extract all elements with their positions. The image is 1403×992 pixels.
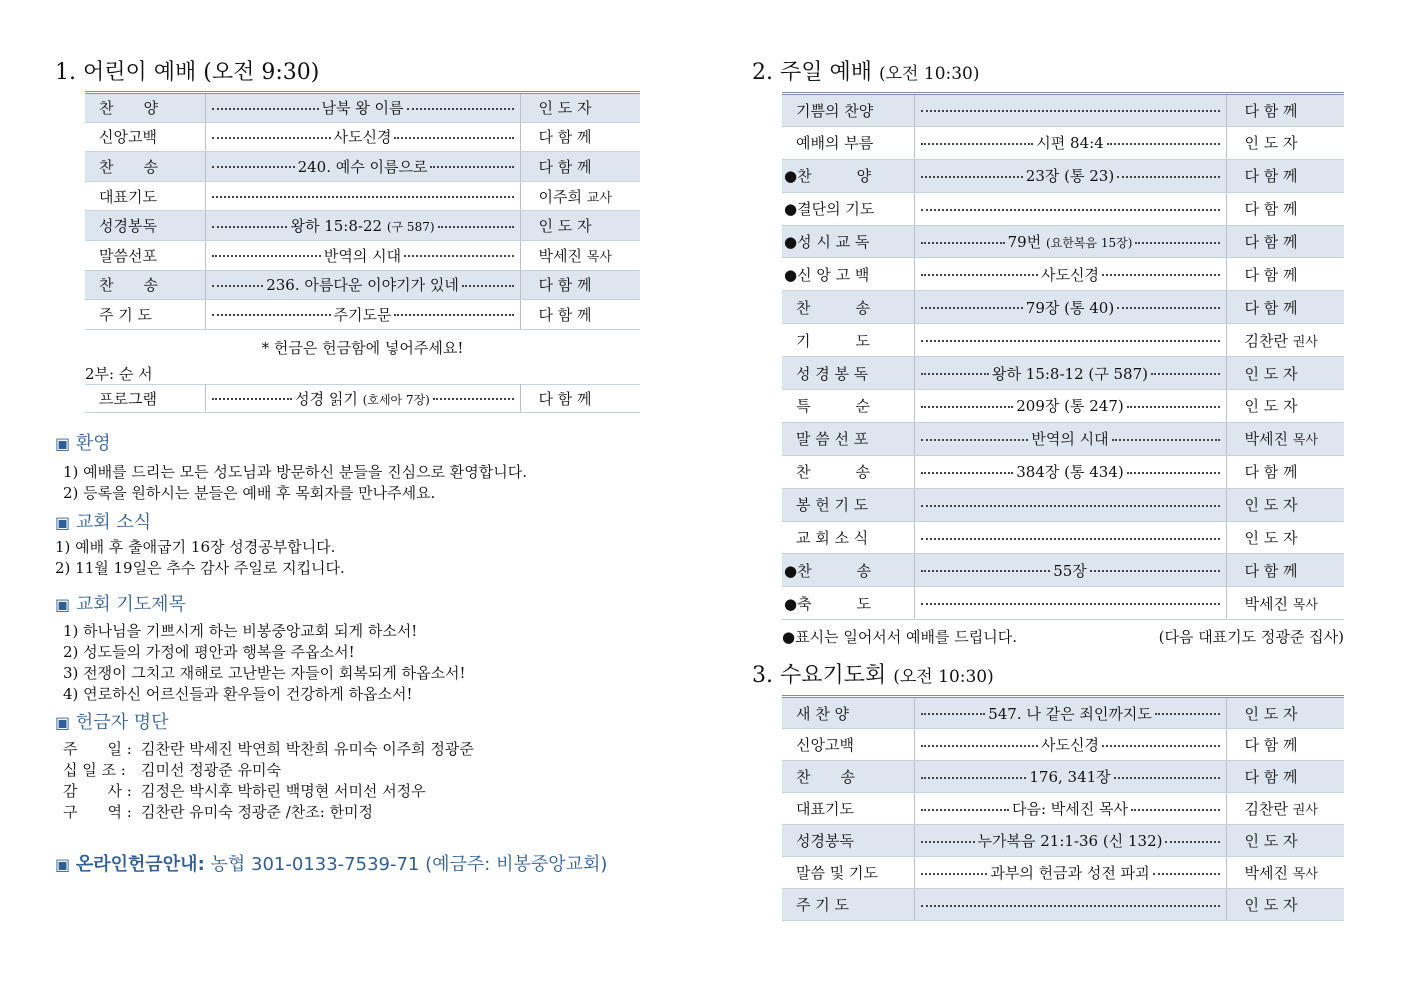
order-row	[782, 587, 1344, 620]
leader-role: 목사	[1292, 867, 1318, 883]
dot-leader	[212, 137, 331, 139]
order-item-text: 176, 341장	[1029, 768, 1111, 787]
standing-note: ●표시는 일어서서 예배를 드립니다.	[782, 628, 1018, 647]
left-column	[55, 58, 645, 877]
dot-leader	[1153, 873, 1220, 875]
order-item-content	[914, 291, 1226, 324]
order-row	[782, 455, 1344, 488]
order-item-leader: 다 함 께	[520, 122, 640, 152]
order-item-text: 성경 읽기	[295, 389, 358, 408]
square-bullet-icon: ▣	[55, 854, 71, 874]
order-item-content	[914, 488, 1226, 521]
order-item-leader: 인 도 자	[1226, 357, 1344, 390]
order-item-text: 240. 예수 이름으로	[297, 157, 428, 176]
part2-table	[85, 384, 640, 413]
order-item-name: 특 순	[782, 390, 914, 423]
order-item-leader: 인 도 자	[1226, 697, 1344, 729]
order-item-name: 대표기도	[782, 793, 914, 825]
order-item-content	[914, 390, 1226, 423]
order-item-leader: 다 함 께	[520, 384, 640, 412]
order-item-text: 반역의 시대	[1031, 430, 1109, 449]
dot-leader	[921, 472, 1014, 474]
news-section	[55, 511, 645, 579]
leader-role: 교사	[586, 190, 612, 206]
order-item-leader: 김찬란 권사	[1226, 324, 1344, 357]
order-item-content	[205, 181, 520, 211]
order-item-name: 주 기 도	[85, 300, 205, 330]
order-item-leader: 박세진 목사	[1226, 587, 1344, 620]
order-item-leader: 인 도 자	[1226, 488, 1344, 521]
dot-leader	[1155, 713, 1220, 715]
order-item-name: 말씀 및 기도	[782, 857, 914, 889]
order-row	[782, 357, 1344, 390]
order-item-content	[914, 697, 1226, 729]
order-item-leader: 인 도 자	[520, 211, 640, 241]
order-item-note: (구 587)	[386, 220, 435, 235]
order-item-name: 성 경 봉 독	[782, 357, 914, 390]
dot-leader	[433, 398, 514, 400]
order-item-leader: 다 함 께	[520, 270, 640, 300]
dot-leader	[404, 255, 513, 257]
order-item-leader: 인 도 자	[1226, 521, 1344, 554]
order-item-leader: 인 도 자	[520, 93, 640, 123]
order-item-leader: 이주희 교사	[520, 181, 640, 211]
order-row	[782, 159, 1344, 192]
dot-leader	[921, 373, 990, 375]
list-item: 1) 예배 후 출애굽기 16장 성경공부합니다.	[55, 537, 336, 556]
order-item-content	[914, 793, 1226, 825]
order-item-name: 찬 송	[85, 152, 205, 182]
order-item-name: 말씀선포	[85, 240, 205, 270]
order-item-note: (호세아 7장)	[362, 392, 430, 407]
order-row	[85, 181, 640, 211]
order-item-content	[914, 889, 1226, 921]
order-row	[782, 697, 1344, 729]
donor-category: 십 일 조 :	[63, 760, 126, 779]
leader-role: 목사	[1292, 597, 1318, 613]
dot-leader	[921, 713, 986, 715]
order-item-leader: 다 함 께	[1226, 225, 1344, 258]
part2-label: 2부: 순 서	[85, 364, 153, 383]
order-item-content	[914, 825, 1226, 857]
dot-leader	[462, 285, 514, 287]
list-item: 1) 예배를 드리는 모든 성도님과 방문하신 분들을 진심으로 환영합니다.	[63, 462, 528, 481]
order-row	[782, 554, 1344, 587]
order-item-leader: 다 함 께	[520, 300, 640, 330]
donor-category: 감 사 :	[63, 781, 132, 800]
order-item-text: 반역의 시대	[323, 246, 402, 265]
dot-leader	[212, 314, 331, 316]
dot-leader	[1117, 176, 1219, 178]
order-item-content	[205, 122, 520, 152]
order-item-leader: 다 함 께	[1226, 291, 1344, 324]
children-service-table	[85, 91, 640, 330]
order-item-leader: 박세진 목사	[1226, 857, 1344, 889]
order-item-text: 주기도문	[333, 305, 392, 324]
order-item-text: 사도신경	[333, 128, 392, 147]
dot-leader	[921, 274, 1039, 276]
dot-leader	[212, 108, 319, 110]
donor-row	[63, 739, 645, 760]
order-item-text: 55장	[1053, 561, 1087, 580]
order-item-content	[205, 270, 520, 300]
order-row	[782, 521, 1344, 554]
dot-leader	[1090, 570, 1220, 572]
order-item-content	[914, 587, 1226, 620]
order-row	[782, 761, 1344, 793]
order-row	[85, 152, 640, 182]
order-row	[782, 390, 1344, 423]
dot-leader	[1127, 472, 1220, 474]
order-item-content	[914, 554, 1226, 587]
dot-leader	[921, 505, 1220, 507]
order-item-leader: 다 함 께	[1226, 258, 1344, 291]
dot-leader	[921, 538, 1220, 540]
order-row	[782, 192, 1344, 225]
order-item-text: 209장 (통 247)	[1016, 397, 1124, 416]
order-item-text: 시편 84:4	[1036, 134, 1104, 153]
order-row	[85, 384, 640, 412]
donor-heading: ▣ 헌금자 명단	[55, 711, 169, 733]
leader-role: 목사	[586, 249, 612, 265]
order-row	[85, 300, 640, 330]
next-prayer-note: (다음 대표기도 정광준 집사)	[1158, 628, 1344, 647]
order-item-content	[914, 521, 1226, 554]
wednesday-service-table	[782, 695, 1344, 921]
order-row	[782, 889, 1344, 921]
welcome-lines	[63, 462, 645, 504]
order-item-name: 말 씀 선 포	[782, 422, 914, 455]
dot-leader	[921, 143, 1034, 145]
order-item-name: 찬 송	[782, 455, 914, 488]
order-item-name: 성경봉독	[782, 825, 914, 857]
order-item-content	[914, 761, 1226, 793]
dot-leader	[921, 809, 1009, 811]
list-item: 1) 하나님을 기쁘시게 하는 비봉중앙교회 되게 하소서!	[63, 621, 418, 640]
order-row	[782, 422, 1344, 455]
order-item-name: 교 회 소 식	[782, 521, 914, 554]
online-offering-info: ▣ 온라인헌금안내: 농협 301-0133-7539-71 (예금주: 비봉중앙교회)	[55, 853, 608, 875]
order-row	[85, 93, 640, 123]
order-item-name: 신앙고백	[782, 729, 914, 761]
order-row	[782, 793, 1344, 825]
order-item-text: 23장 (통 23)	[1025, 167, 1115, 186]
order-item-leader: 인 도 자	[1226, 825, 1344, 857]
donor-category: 구 역 :	[63, 802, 132, 821]
order-item-leader: 다 함 께	[1226, 729, 1344, 761]
dot-leader	[430, 166, 513, 168]
sunday-footnote	[782, 626, 1344, 647]
wednesday-service-title: 3. 수요기도회 (오전 10:30)	[752, 663, 994, 689]
order-item-content	[205, 93, 520, 123]
order-item-leader: 김찬란 권사	[1226, 793, 1344, 825]
order-item-content	[914, 729, 1226, 761]
offering-note: * 헌금은 헌금함에 넣어주세요!	[261, 338, 464, 357]
order-item-content	[914, 857, 1226, 889]
dot-leader	[212, 226, 288, 228]
welcome-heading: ▣ 환영	[55, 432, 111, 454]
leader-role: 목사	[1292, 433, 1318, 449]
order-row	[85, 270, 640, 300]
donor-names: 김찬란 박세진 박연희 박찬희 유미숙 이주희 정광준	[141, 739, 474, 758]
order-item-content	[205, 240, 520, 270]
dot-leader	[1114, 777, 1220, 779]
order-row	[782, 729, 1344, 761]
dot-leader	[407, 108, 514, 110]
prayer-lines	[63, 621, 645, 705]
dot-leader	[212, 398, 293, 400]
dot-leader	[921, 176, 1023, 178]
dot-leader	[1131, 809, 1219, 811]
prayer-heading: ▣ 교회 기도제목	[55, 593, 186, 615]
order-item-name: 신앙고백	[85, 122, 205, 152]
order-item-name: 찬 양	[85, 93, 205, 123]
order-item-name: 새 찬 양	[782, 697, 914, 729]
order-item-name: 찬 송	[782, 291, 914, 324]
order-item-content	[914, 126, 1226, 159]
order-item-name: 예배의 부름	[782, 126, 914, 159]
dot-leader	[1102, 274, 1220, 276]
order-item-name: ●찬 양	[782, 159, 914, 192]
order-item-content	[205, 384, 520, 412]
order-item-leader: 다 함 께	[1226, 455, 1344, 488]
sunday-service-table	[782, 92, 1344, 620]
order-row	[782, 324, 1344, 357]
donor-category: 주 일 :	[63, 739, 132, 758]
dot-leader	[212, 255, 321, 257]
order-item-leader: 다 함 께	[1226, 554, 1344, 587]
donor-row	[63, 781, 645, 802]
order-row	[782, 825, 1344, 857]
order-item-leader: 박세진 목사	[1226, 422, 1344, 455]
order-item-content	[205, 211, 520, 241]
order-item-text: 남북 왕 이름	[321, 99, 404, 118]
order-item-leader: 다 함 께	[1226, 94, 1344, 127]
list-item: 2) 등록을 원하시는 분들은 예배 후 목회자를 만나주세요.	[63, 483, 436, 502]
order-item-text: 왕하 15:8-12 (구 587)	[992, 364, 1148, 383]
square-bullet-icon: ▣	[55, 433, 71, 453]
dot-leader	[1102, 745, 1220, 747]
order-item-text: 다음: 박세진 목사	[1011, 800, 1129, 819]
order-item-content	[205, 300, 520, 330]
welcome-section	[55, 432, 645, 504]
order-row	[782, 126, 1344, 159]
donor-section	[55, 711, 645, 823]
square-bullet-icon: ▣	[55, 512, 71, 532]
order-item-name: ●신 앙 고 백	[782, 258, 914, 291]
order-row	[85, 122, 640, 152]
order-row	[782, 291, 1344, 324]
dot-leader	[212, 196, 514, 198]
order-row	[782, 488, 1344, 521]
order-item-text: 누가복음 21:1-36 (신 132)	[977, 832, 1163, 851]
dot-leader	[921, 841, 975, 843]
order-row	[782, 225, 1344, 258]
square-bullet-icon: ▣	[55, 712, 71, 732]
dot-leader	[921, 242, 1005, 244]
order-item-content	[914, 357, 1226, 390]
dot-leader	[921, 209, 1220, 211]
dot-leader	[438, 226, 514, 228]
order-row	[782, 857, 1344, 889]
order-item-name: 대표기도	[85, 181, 205, 211]
sunday-service-title: 2. 주일 예배 (오전 10:30)	[752, 60, 980, 85]
order-item-text: 547. 나 같은 죄인까지도	[988, 704, 1152, 723]
order-item-text: 79장 (통 40)	[1025, 298, 1115, 317]
leader-role: 권사	[1292, 334, 1318, 350]
order-item-leader: 인 도 자	[1226, 889, 1344, 921]
square-bullet-icon: ▣	[55, 594, 71, 614]
order-item-name: 봉 헌 기 도	[782, 488, 914, 521]
order-item-content	[914, 324, 1226, 357]
donor-list	[63, 739, 645, 823]
order-item-content	[914, 159, 1226, 192]
order-item-content	[205, 152, 520, 182]
order-item-leader: 다 함 께	[1226, 761, 1344, 793]
order-item-leader: 박세진 목사	[520, 240, 640, 270]
order-item-content	[914, 94, 1226, 127]
dot-leader	[394, 137, 513, 139]
dot-leader	[921, 406, 1014, 408]
order-item-content	[914, 225, 1226, 258]
order-row	[782, 258, 1344, 291]
order-item-name: 기 도	[782, 324, 914, 357]
dot-leader	[921, 340, 1220, 342]
dot-leader	[1112, 439, 1220, 441]
children-service-title: 1. 어린이 예배 (오전 9:30)	[55, 60, 320, 85]
list-item: 3) 전쟁이 그치고 재해로 고난받는 자들이 회복되게 하옵소서!	[63, 663, 466, 682]
dot-leader	[921, 570, 1051, 572]
order-item-name: 찬 송	[85, 270, 205, 300]
right-column	[752, 58, 1347, 921]
dot-leader	[394, 314, 513, 316]
order-item-leader: 다 함 께	[1226, 159, 1344, 192]
news-heading: ▣ 교회 소식	[55, 511, 152, 533]
order-item-text: 사도신경	[1041, 265, 1099, 284]
dot-leader	[921, 439, 1029, 441]
list-item: 4) 연로하신 어르신들과 환우들이 건강하게 하옵소서!	[63, 684, 413, 703]
donor-names: 김찬란 유미숙 정광준 /찬조: 한미정	[141, 802, 374, 821]
dot-leader	[1107, 143, 1220, 145]
donor-row	[63, 760, 645, 781]
dot-leader	[921, 603, 1220, 605]
order-item-note: (요한복음 15장)	[1045, 236, 1133, 250]
order-item-text: 384장 (통 434)	[1016, 463, 1124, 482]
donor-names: 김정은 박시후 박하린 백명현 서미선 서정우	[141, 781, 426, 800]
order-item-text: 79번	[1007, 233, 1042, 251]
dot-leader	[921, 873, 988, 875]
dot-leader	[1117, 307, 1219, 309]
order-item-content	[914, 422, 1226, 455]
order-item-content	[914, 455, 1226, 488]
order-item-name: 주 기 도	[782, 889, 914, 921]
order-item-text: 236. 아름다운 이야기가 있네	[266, 276, 459, 295]
list-item: 2) 성도들의 가정에 평안과 행복을 주옵소서!	[63, 642, 355, 661]
order-item-name: ●찬 송	[782, 554, 914, 587]
news-lines	[55, 537, 645, 579]
order-item-name: 성경봉독	[85, 211, 205, 241]
dot-leader	[1151, 373, 1220, 375]
order-item-text: 왕하 15:8-22	[290, 217, 383, 236]
donor-names: 김미선 정광준 유미숙	[141, 760, 281, 779]
order-item-name: ●결단의 기도	[782, 192, 914, 225]
order-item-leader: 인 도 자	[1226, 390, 1344, 423]
dot-leader	[1127, 406, 1220, 408]
dot-leader	[212, 285, 264, 287]
order-item-name: ●축 도	[782, 587, 914, 620]
order-row	[85, 211, 640, 241]
dot-leader	[921, 905, 1220, 907]
leader-role: 권사	[1292, 803, 1318, 819]
dot-leader	[1135, 242, 1219, 244]
dot-leader	[921, 110, 1220, 112]
dot-leader	[921, 745, 1039, 747]
order-item-content	[914, 258, 1226, 291]
order-item-name: 찬 송	[782, 761, 914, 793]
dot-leader	[1165, 841, 1219, 843]
list-item: 2) 11월 19일은 추수 감사 주일로 지킵니다.	[55, 558, 345, 577]
dot-leader	[921, 307, 1023, 309]
order-item-name: 기쁨의 찬양	[782, 94, 914, 127]
order-item-name: ●성 시 교 독	[782, 225, 914, 258]
order-item-text: 과부의 헌금과 성전 파괴	[990, 864, 1150, 883]
order-item-leader: 인 도 자	[1226, 126, 1344, 159]
order-item-name: 프로그램	[85, 384, 205, 412]
dot-leader	[212, 166, 295, 168]
order-item-leader: 다 함 께	[520, 152, 640, 182]
prayer-section	[55, 593, 645, 705]
order-item-text: 사도신경	[1041, 736, 1099, 755]
order-item-content	[914, 192, 1226, 225]
order-item-leader: 다 함 께	[1226, 192, 1344, 225]
order-row	[782, 94, 1344, 127]
donor-row	[63, 802, 645, 823]
order-row	[85, 240, 640, 270]
dot-leader	[921, 777, 1027, 779]
